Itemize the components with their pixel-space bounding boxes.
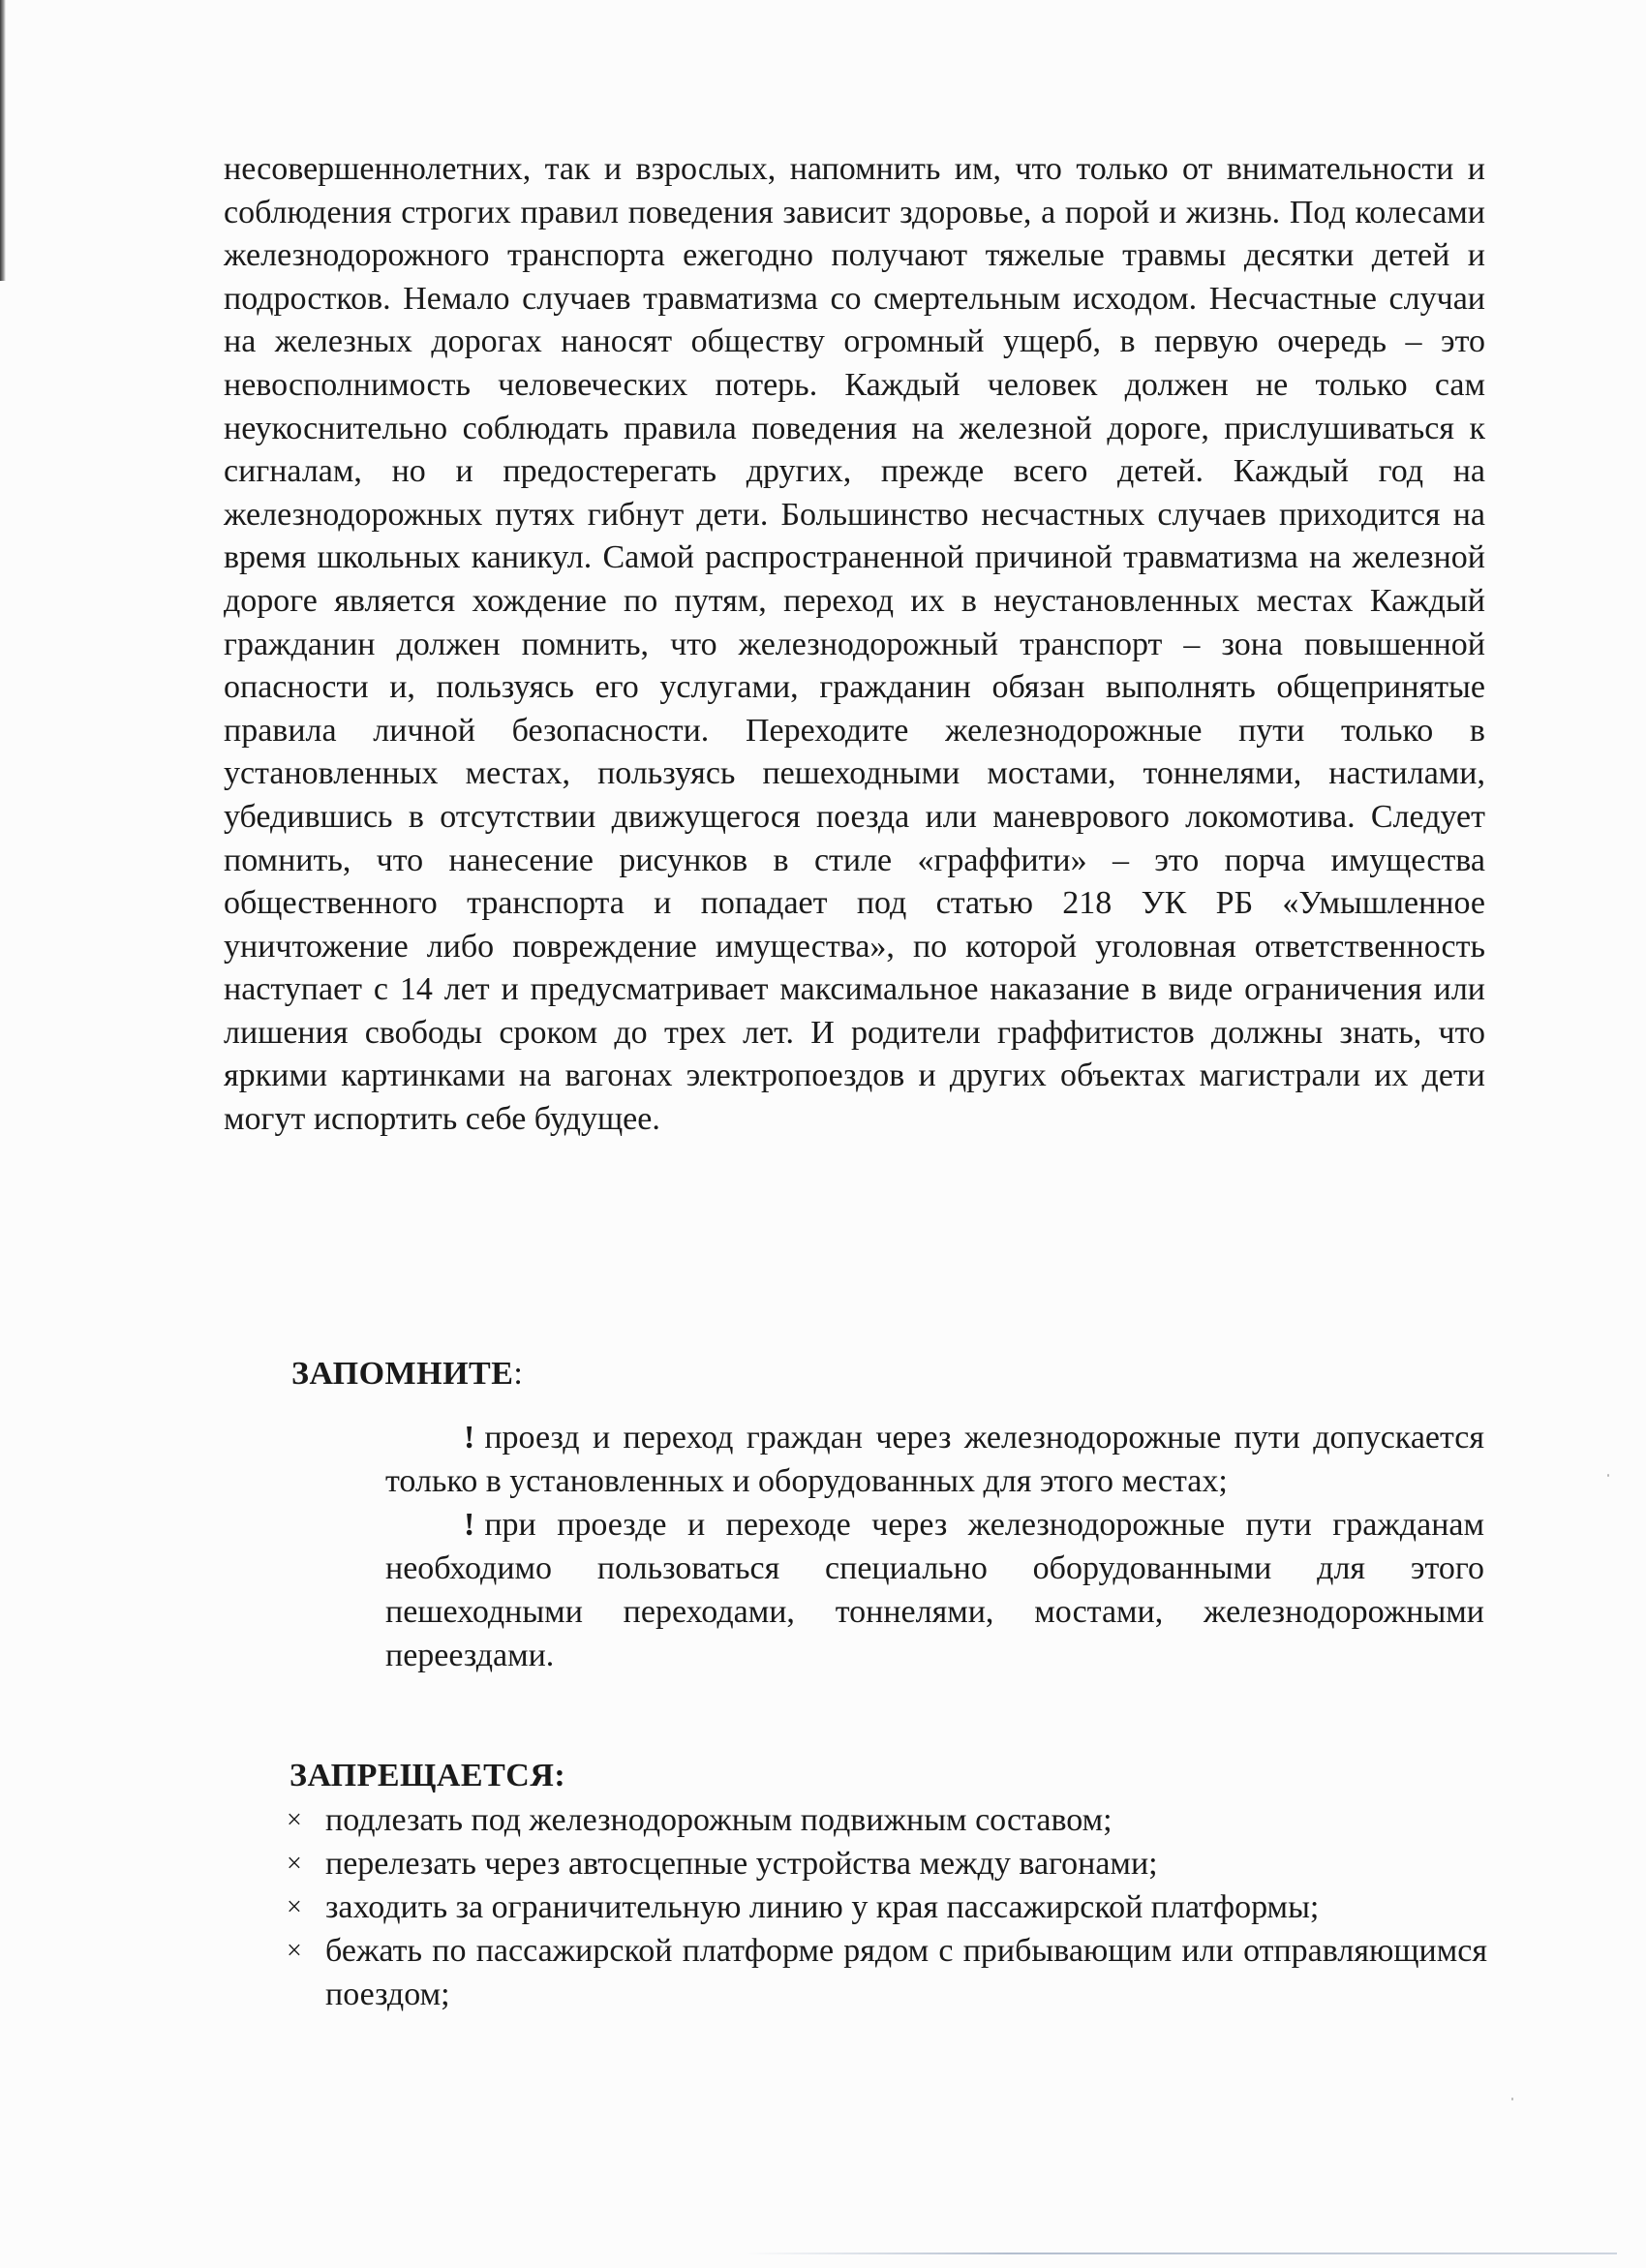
remember-item [385, 1503, 1484, 1677]
forbidden-item [287, 1885, 1487, 1929]
remember-item [385, 1416, 1484, 1503]
remember-item-text: проезд и переход граждан через железнодорожные пути допускается только в установленных и оборудованных для этого местах; [385, 1420, 1484, 1499]
forbidden-list [287, 1798, 1487, 2016]
forbidden-item-text: заходить за ограничительную линию у края пассажирской платформы; [325, 1889, 1320, 1925]
scan-speck [1607, 1474, 1609, 1477]
cross-icon: × [287, 1892, 302, 1922]
cross-icon: × [287, 1849, 302, 1879]
scan-speck [1511, 2098, 1513, 2100]
remember-heading-colon: : [513, 1356, 524, 1392]
exclamation-icon: ! [464, 1420, 475, 1456]
cross-icon: × [287, 1936, 302, 1966]
forbidden-item-text: перелезать через автосцепные устройства между вагонами; [325, 1846, 1158, 1882]
forbidden-item [287, 1798, 1487, 1842]
remember-heading-text: ЗАПОМНИТЕ [291, 1356, 514, 1392]
forbidden-heading-text: ЗАПРЕЩАЕТСЯ: [290, 1758, 566, 1793]
forbidden-heading [290, 1755, 565, 1797]
cross-icon: × [287, 1805, 302, 1835]
remember-item-text: при проезде и переходе через железнодорожные пути гражданам необходимо пользоваться специально оборудованными для этого пешеходными переходами, тоннелями, мостами, железнодорожными переездами. [385, 1507, 1484, 1673]
scan-bottom-line [746, 2253, 1617, 2254]
forbidden-item [287, 1929, 1487, 2016]
remember-list [385, 1416, 1484, 1677]
forbidden-item-text: подлезать под железнодорожным подвижным составом; [325, 1802, 1113, 1838]
forbidden-item-text: бежать по пассажирской платформе рядом с прибывающим или отправляющимся поездом; [325, 1933, 1487, 2012]
exclamation-icon: ! [464, 1507, 475, 1543]
forbidden-item [287, 1842, 1487, 1885]
remember-heading [291, 1353, 523, 1395]
scan-edge-shadow [0, 0, 6, 281]
body-paragraph: несовершеннолетних, так и взрослых, напомнить им, что только от внимательности и соблюдения строгих правил поведения зависит здоровье, а порой и жизнь. Под колесами железнодорожного транспорта ежегодно получают тяжелые травмы десятки детей и подростков. Немало случаев травматизма со смертельным исходом. Несчастные случаи на железных дорогах наносят обществу огромный ущерб, в первую очередь – это невосполнимость человеческих потерь. Каждый человек должен не только сам неукоснительно соблюдать правила поведения на железной дороге, прислушиваться к сигналам, но и предостерегать других, прежде всего детей. Каждый год на железнодорожных путях гибнут дети. Большинство несчастных случаев приходится на время школьных каникул. Самой распространенной причиной травматизма на железной дороге является хождение по путям, переход их в неустановленных местах Каждый гражданин должен помнить, что железнодорожный транспорт – зона повышенной опасности и, пользуясь его услугами, гражданин обязан выполнять общепринятые правила личной безопасности. Переходите железнодорожные пути только в установленных местах, пользуясь пешеходными мостами, тоннелями, настилами, убедившись в отсутствии движущегося поезда или маневрового локомотива. Следует помнить, что нанесение рисунков в стиле «граффити» – это порча имущества общественного транспорта и попадает под статью 218 УК РБ «Умышленное уничтожение либо повреждение имущества», по которой уголовная ответственность наступает с 14 лет и предусматривает максимальное наказание в виде ограничения или лишения свободы сроком до трех лет. И родители граффитистов должны знать, что яркими картинками на вагонах электропоездов и других объектах магистрали их дети могут испортить себе будущее. [224, 151, 1485, 1138]
